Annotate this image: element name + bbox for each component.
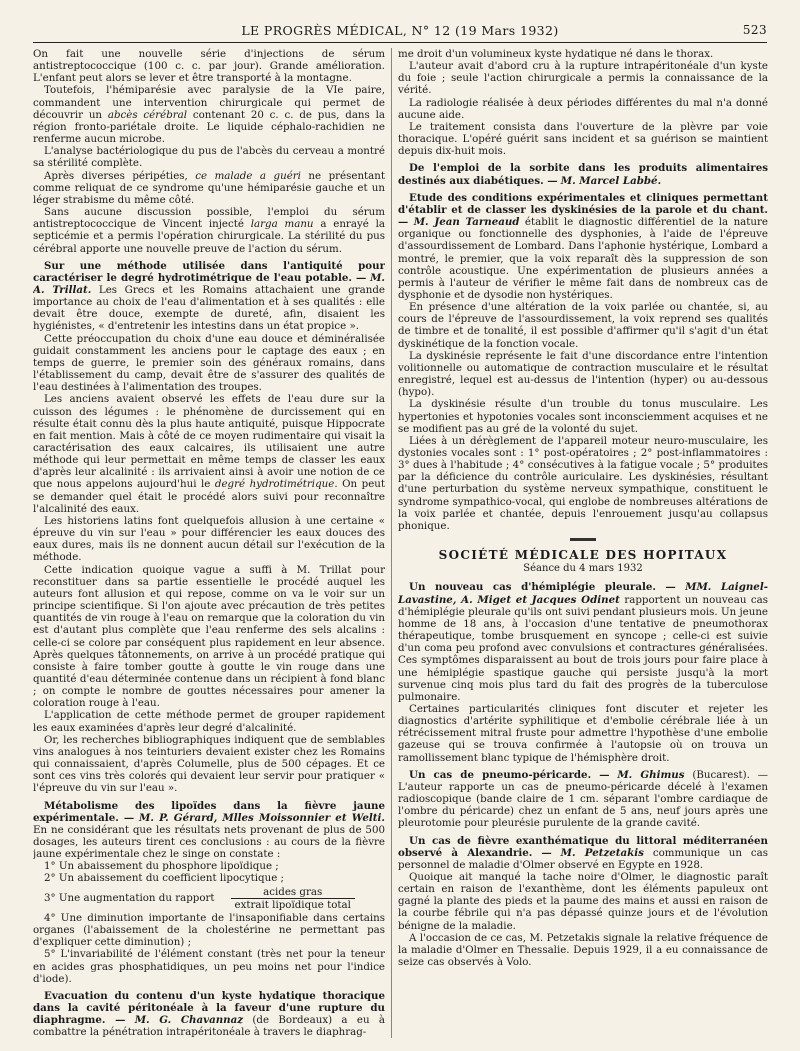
article-heading: Sur une méthode utilisée dans l'antiquité pour caractériser le degré hydrotimétrique de l'eau potable. — M. A. Trillat. Les Grecs et les Romains attachaient une grande importance au choix de l'eau d'alimentation et à ses qualités : elle devait être douce, exempte de dureté, afin, disaient les hygiénistes, « d'entretenir les intestins dans un état propice ». [33,259,385,333]
article-title: Un nouveau cas d'hémiplégie pleurale. — [409,581,676,594]
paragraph: Les historiens latins font quelquefois allusion à une certaine « épreuve du vin sur l'eau » pour différencier les eaux douces des eaux dures, mais ils ne donnent aucun détail sur l'exécution de la méthode. [33,514,385,564]
list-item: 4° Une diminution importante de l'insaponifiable dans certains organes (l'abaissement de la cholestérine ne permettant pas d'expliquer cette diminution) ; [33,911,385,949]
paragraph: me droit d'un volumineux kyste hydatique né dans le thorax. [398,48,714,60]
paragraph: Or, les recherches bibliographiques indiquent que de semblables vins analogues à nos teinturiers devaient exister chez les Romains qui connaissaient, d'après Columelle, plus de 500 cépages. Et ce sont ces vins très colorés qui devaient leur servir pour pratiquer « l'épreuve du vin sur l'eau ». [33,733,385,795]
paragraph: Quoique ait manqué la tache noire d'Olmer, le diagnostic paraît certain en raison de l'exanthème, dont les éléments papuleux ont gagné la plante des pieds et la paume des mains et aussi en raison de la courbe fébrile qui n'a pas dépassé quinze jours et de l'évolution bénigne de la maladie. [398,871,768,932]
article-heading: Un cas de fièvre exanthématique du littoral méditerranéen observé à Alexandrie. — M. Petzetakis communique un cas personnel de maladie d'Olmer observé en Egypte en 1928. [398,834,768,871]
paragraph: Toutefois, l'hémiparésie avec paralysie de la VIe paire, commandent une intervention chirurgicale qui permet de découvrir un abcès cérébral contenant 20 c. c. de pus, dans la région fronto-pariétale droite. Le liquide céphalo-rachidien ne renferme aucun microbe. [33,84,385,146]
article-title: Un cas de fièvre exanthématique du littoral méditerranéen observé à Alexandrie. — [398,834,768,859]
article-title: Evacuation du contenu d'un kyste hydatique thoracique dans la cavité péritonéale à la faveur d'une rupture du diaphragme. — [33,989,385,1027]
section-separator [570,538,596,541]
article-title: Un cas de pneumo-péricarde. — [409,768,610,781]
running-header [33,20,767,43]
paragraph: L'analyse bactériologique du pus de l'abcès du cerveau a montré sa stérilité complète. [33,145,385,170]
ratio-formula [44,886,385,911]
page-number: 523 [742,23,767,37]
article-author: M. Ghimus [617,768,685,781]
fraction-denominator: extrait lipoïdique total [231,898,355,911]
paragraph: On fait une nouvelle série d'injections de sérum antistreptococcique (100 c. c. par jour). Grande amélioration. L'enfant peut alors se lever et être transporté à la montagne. [33,48,385,85]
section-date: Séance du 4 mars 1932 [523,563,643,575]
paragraph: La dyskinésie résulte d'un trouble du tonus musculaire. Les hypertonies et hypotonies vocales sont inconsciemment acquises et ne se modifient pas au gré de la volonté du sujet. [398,398,768,435]
article-title: Métabolisme des lipoïdes dans la fièvre jaune expérimentale. — [33,799,385,824]
paragraph: Cette préoccupation du choix d'une eau douce et déminéralisée guidait constamment les anciens pour le captage des eaux ; en temps de guerre, le premier soin des généraux romains, dans l'établissement du camp, devait être de s'assurer des qualités de l'eau destinées à l'alimentation des troupes. [33,332,385,394]
running-title: LE PROGRÈS MÉDICAL, N° 12 (19 Mars 1932) [241,23,559,38]
paragraph: L'auteur avait d'abord cru à la rupture intrapéritonéale d'un kyste du foie ; seule l'action chirurgicale a permis la connaissance de la vérité. [398,60,768,97]
article-author: M. P. Gérard, Mlles Moissonnier et Welti. [139,811,385,824]
paragraph: Les anciens avaient observé les effets de l'eau dure sur la cuisson des légumes : le phénomène de durcissement qui en résulte était connu dès la plus haute antiquité, puisque Hippocrate en fait mention. Mais à côté de ce moyen rudimentaire qui visait la caractérisation des eaux calcaires, ils utilisaient une autre méthode qui leur permettait en même temps de classer les eaux d'après leur alcalinité : ils arrivaient ainsi à avoir une notion de ce que nous appelons aujourd'hui le degré hydrotimétrique. On peut se demander quel était le procédé alors suivi pour reconnaître l'alcalinité des eaux. [33,393,385,515]
article-title: De l'emploi de la sorbite dans les produits alimentaires destinés aux diabétiques. — [398,162,768,187]
list-item: 3° Une augmentation du rapport [44,892,215,905]
paragraph: A l'occasion de ce cas, M. Petzetakis signale la relative fréquence de la maladie d'Olmer en Thessalie. Depuis 1929, il a eu connaissance de seize cas observés à Volo. [398,931,768,969]
list-item: 5° L'invariabilité de l'élément constant (très net pour la teneur en acides gras phosphatidiques, un peu moins net pour l'indice d'iode). [33,948,385,985]
paragraph: Après diverses péripéties, ce malade a guéri ne présentant comme reliquat de ce syndrome qu'une hémiparésie gauche et un léger strabisme du même côté. [33,169,385,206]
article-author: M. Jean Tarneaud [413,216,520,229]
article-author: M. Petzetakis [560,846,644,859]
article-heading: Un nouveau cas d'hémiplégie pleurale. — MM. Laignel-Lavastine, A. Miget et Jacques Odinet rapportent un nouveau cas d'hémiplégie pleurale qu'ils ont suivi pendant plusieurs mois. Un jeune homme de 18 ans, à l'occasion d'une tentative de pneumothorax thérapeutique, tombe brusquement en syncope ; celle-ci est suivie d'un coma peu profond avec convulsions et contractures généralisées. Ces symptômes disparaissent au bout de trois jours pour faire place à une hémiplégie spastique gauche qui persiste jusqu'à la mort survenue cinq mois plus tard du fait des progrès de la tuberculose pulmonaire. [398,581,768,703]
article-heading: Etude des conditions expérimentales et cliniques permettant d'établir et de classer les dyskinésies de la parole et du chant. — M. Jean Tarneaud établit le diagnostic différentiel de la nature organique ou fonctionnelle des dysphonies, à l'aide de l'épreuve d'assourdissement de Lombard. Dans l'aphonie hystérique, Lombard a montré, le premier, que la voix reparaît dès la suppression de son contrôle acoustique. Une expérimentation de plusieurs années a permis à l'auteur de vérifier le même fait dans de nombreux cas de dysphonie et de dysodie non hystériques. [398,191,768,301]
section-title: SOCIÉTÉ MÉDICALE DES HOPITAUX [438,548,728,563]
paragraph: Le traitement consista dans l'ouverture de la plèvre par voie thoracique. L'opéré guérit sans incident et sa guérison se maintient depuis dix-huit mois. [398,120,768,158]
paragraph: La dyskinésie représente le fait d'une discordance entre l'intention volitionnelle ou automatique de contraction musculaire et le résultat enregistré, lequel est au-dessus de l'intention (hyper) ou au-dessous (hypo). [398,349,768,399]
paragraph: En présence d'une altération de la voix parlée ou chantée, si, au cours de l'épreuve de l'assourdissement, la voix reprend ses qualités de timbre et de tonalité, il est possible d'affirmer qu'il s'agit d'un état dyskinétique de la fonction vocale. [398,301,768,350]
paragraph: La radiologie réalisée à deux périodes différentes du mal n'a donné aucune aide. [398,96,768,121]
column-divider [391,48,392,1038]
article-author: M. G. Chavannaz [134,1014,244,1027]
list-item: 1° Un abaissement du phosphore lipoïdique ; [44,860,279,873]
paragraph: Cette indication quoique vague a suffi à M. Trillat pour reconstituer dans sa partie essentielle le procédé auquel les auteurs font allusion et qui repose, comme on va le voir sur un principe scientifique. Si l'on ajoute avec précaution de très petites quantités de vin rouge à l'eau on remarque que la coloration du vin est d'autant plus complète que l'eau renferme des sels alcalins : celle-ci se colore par conséquent plus rapidement en leur absence. Après quelques tâtonnements, on arrive à un procédé pratique qui consiste à faire tomber goutte à goutte le vin rouge dans une quantité d'eau déterminée contenue dans un récipient à fond blanc ; on compte le nombre de gouttes nécessaires pour amener la coloration rouge à l'eau. [33,563,385,710]
article-title: Etude des conditions expérimentales et cliniques permettant d'établir et de classer les dyskinésies de la parole et du chant. — [398,191,768,229]
article-author: M. Marcel Labbé. [560,174,662,187]
fraction [231,886,355,911]
paragraph: Certaines particularités cliniques font discuter et rejeter les diagnostics d'artérite syphilitique et d'embolie cérébrale liée à un rétrécissement mitral fruste pour admettre l'hypothèse d'une embolie gazeuse qui se trouva confirmée à l'autopsie où on trouva un ramollissement blanc typique de l'hémisphère droit. [398,702,768,764]
paragraph: Sans aucune discussion possible, l'emploi du sérum antistreptococcique de Vincent injecté larga manu a enrayé la septicémie et a permis l'opération chirurgicale. La stérilité du pus cérébral apporte une nouvelle preuve de l'action du sérum. [33,206,385,255]
article-author: MM. Laignel-Lavastine, A. Miget et Jacques Odinet [398,581,768,606]
article-heading: Evacuation du contenu d'un kyste hydatique thoracique dans la cavité péritonéale à la faveur d'une rupture du diaphragme. — M. G. Chavannaz (de Bordeaux) a eu à combattre la pénétration intrapéritonéale à travers le diaphrag- [33,989,385,1039]
right-column [398,48,768,1044]
paragraph: L'application de cette méthode permet de grouper rapidement les eaux examinées d'après leur degré d'alcalinité. [33,709,385,734]
list-item: 2° Un abaissement du coefficient lipocytique ; [44,872,284,885]
paragraph: Liées à un dérèglement de l'appareil moteur neuro-musculaire, les dystonies vocales sont : 1° post-opératoires ; 2° post-inflammatoires : 3° dues à l'habitude ; 4° consécutives à la fatigue vocale ; 5° produites par la déficience du contrôle auriculaire. Les dyskinésies, résultant d'une perturbation du système nerveux sympathique, constituent le syndrome sympathico-vocal, qui englobe de nombreuses altérations de la voix parlée et chantée, depuis l'enrouement jusqu'au collapsus phonique. [398,434,768,532]
left-column [33,48,385,1044]
article-heading [398,162,768,186]
article-author: M. A. Trillat. [33,271,385,296]
article-title: Sur une méthode utilisée dans l'antiquité pour caractériser le degré hydrotimétrique de l'eau potable. — [33,259,385,284]
article-heading: Métabolisme des lipoïdes dans la fièvre jaune expérimentale. — M. P. Gérard, Mlles Moissonnier et Welti. En ne considérant que les résultats nets provenant de plus de 500 dosages, les auteurs tirent ces conclusions : au cours de la fièvre jaune expérimentale chez le singe on constate : [33,799,385,861]
article-heading: Un cas de pneumo-péricarde. — M. Ghimus (Bucarest). — L'auteur rapporte un cas de pneumo-péricarde décelé à l'examen radioscopique (bande claire de 1 cm. séparant l'ombre cardiaque de l'ombre du péricarde) chez un enfant de 5 ans, neuf jours après une pleurotomie pour pleurésie purulente de la grande cavité. [398,768,768,830]
fraction-numerator: acides gras [263,885,323,898]
